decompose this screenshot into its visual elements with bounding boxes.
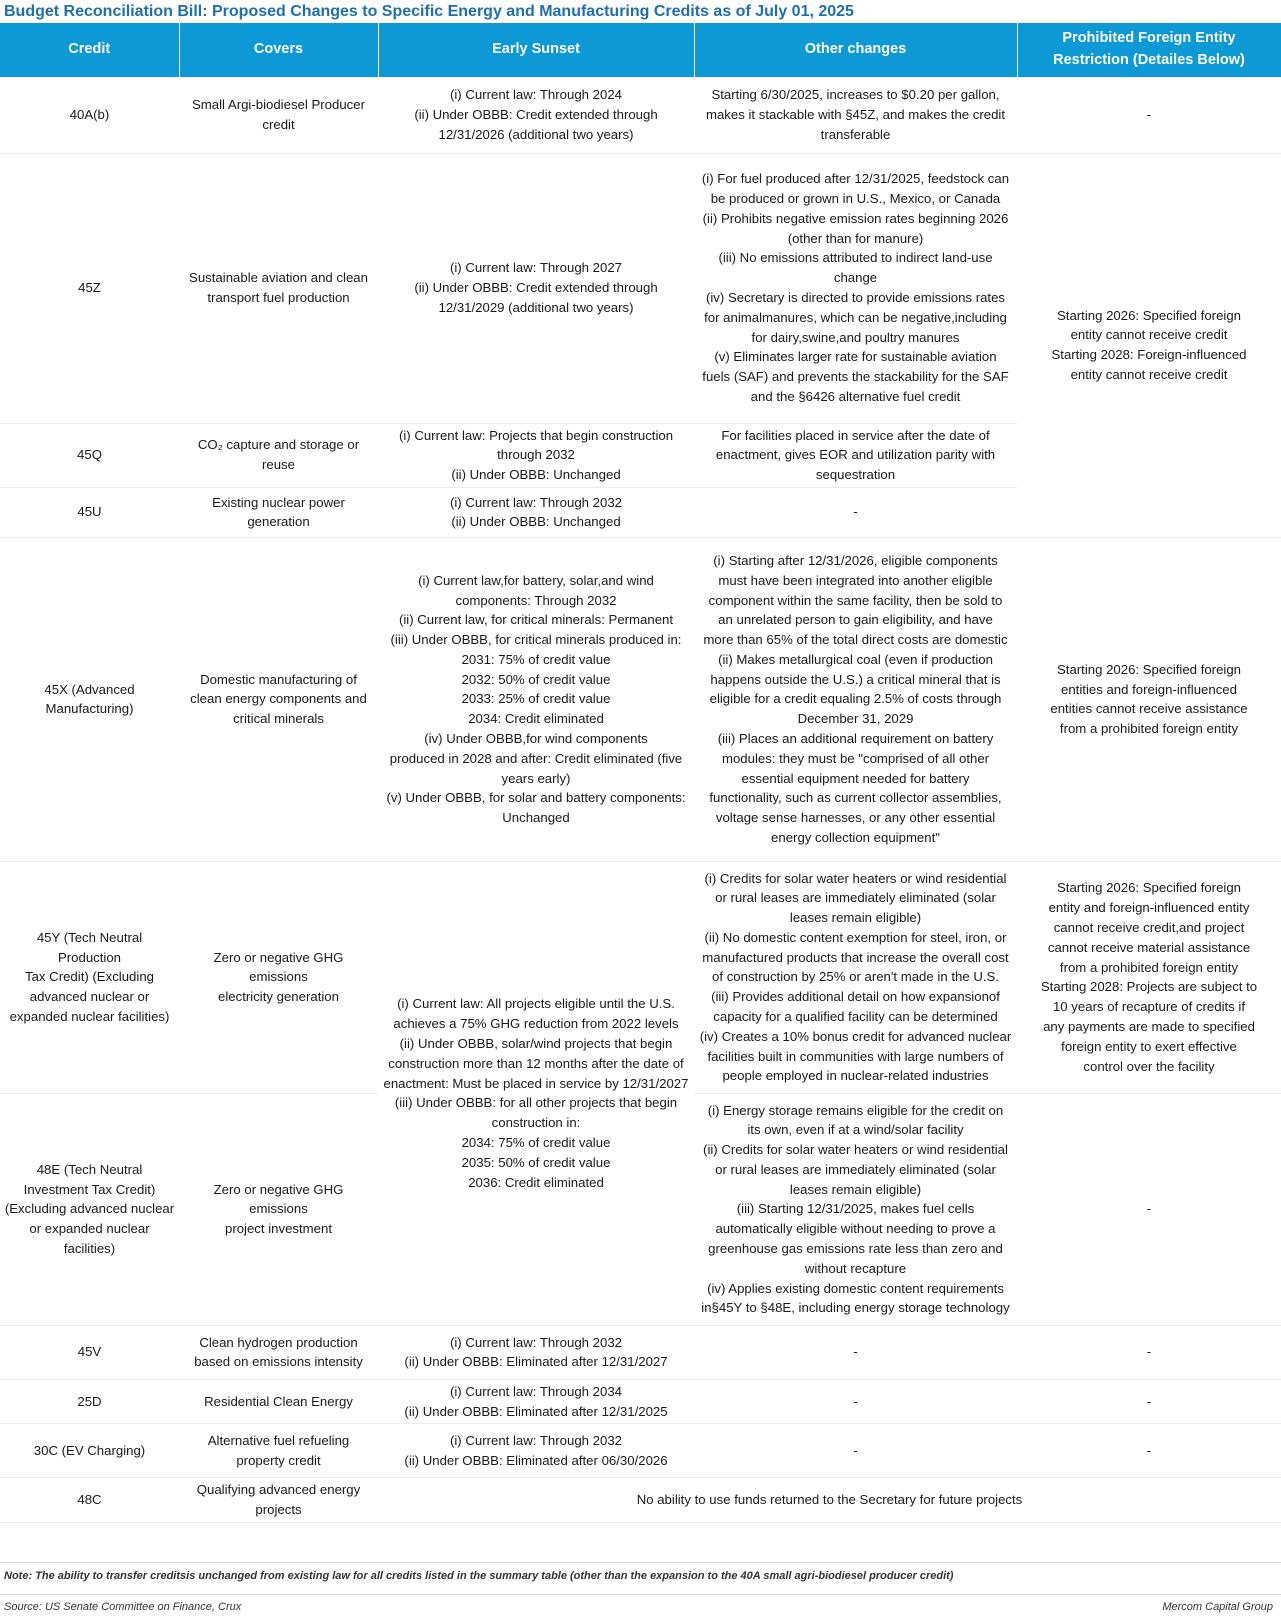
cell-early-sunset: (i) Current law: Through 2032 (ii) Under OBBB: Eliminated after 06/30/2026 [378, 1424, 694, 1478]
cell-covers: Zero or negative GHG emissions project investment [179, 1093, 378, 1325]
cell-credit: 45Z [0, 153, 179, 423]
footnote: Note: The ability to transfer creditsis unchanged from existing law for all credits listed in the summary table (other than the expansion to the 40A small agri-biodiesel producer credit) [4, 1570, 954, 1582]
cell-other-changes: (i) For fuel produced after 12/31/2025, feedstock can be produced or grown in U.S., Mexico, or Canada (ii) Prohibits negative emission rates beginning 2026 (other than for manure) (iii) No emissions attributed to indirect land-use change (iv) Secretary is directed to provide emissions rates for animalmanures, which can be negative,including for dairy,swine,and poultry manures (v) Eliminates larger rate for sustainable aviation fuels (SAF) and prevents the stackability for the SAF and the §6426 alternative fuel credit [694, 153, 1017, 423]
cell-merged-changes: No ability to use funds returned to the Secretary for future projects [378, 1478, 1281, 1523]
cell-pfe: - [1017, 1093, 1281, 1325]
cell-credit: 45V [0, 1325, 179, 1379]
cell-credit: 30C (EV Charging) [0, 1424, 179, 1478]
cell-covers: Existing nuclear power generation [179, 487, 378, 537]
divider [0, 1562, 1281, 1563]
cell-early-sunset: (i) Current law: Through 2032 (ii) Under OBBB: Unchanged [378, 487, 694, 537]
cell-pfe: - [1017, 1379, 1281, 1424]
cell-covers: Sustainable aviation and clean transport fuel production [179, 153, 378, 423]
cell-covers: Residential Clean Energy [179, 1379, 378, 1424]
page-title: Budget Reconciliation Bill: Proposed Changes to Specific Energy and Manufacturing Credits as of July 01, 2025 [4, 3, 854, 20]
table-row [0, 153, 1281, 423]
cell-pfe: - [1017, 77, 1281, 153]
cell-other-changes: - [694, 1325, 1017, 1379]
cell-covers: Clean hydrogen production based on emissions intensity [179, 1325, 378, 1379]
cell-other-changes: (i) Credits for solar water heaters or wind residential or rural leases are immediately eliminated (solar leases remain eligible) (ii) No domestic content exemption for steel, iron, or manufactured products that increase the overall cost of construction by 25% or aren't made in the U.S. (iii) Provides additional detail on how expansionof capacity for a qualified facility can be determined (iv) Creates a 10% bonus credit for advanced nuclear facilities built in communities with large numbers of people employed in nuclear-related industries [694, 861, 1017, 1093]
cell-credit: 45Q [0, 423, 179, 487]
table-row [0, 861, 1281, 1093]
table-row [0, 1325, 1281, 1379]
cell-other-changes: - [694, 1424, 1017, 1478]
cell-pfe: - [1017, 1424, 1281, 1478]
cell-early-sunset: (i) Current law: Through 2027 (ii) Under OBBB: Credit extended through 12/31/2029 (additional two years) [378, 153, 694, 423]
cell-covers: Alternative fuel refueling property credit [179, 1424, 378, 1478]
divider [0, 1594, 1281, 1595]
cell-early-sunset: (i) Current law,for battery, solar,and wind components: Through 2032 (ii) Current law, for critical minerals: Permanent (iii) Under OBBB, for critical minerals produced in: 2031: 75% of credit value 2032: 50% of credit value 2033: 25% of credit value 2034: Credit eliminated (iv) Under OBBB,for wind components produced in 2028 and after: Credit eliminated (five years early) (v) Under OBBB, for solar and battery components: Unchanged [378, 537, 694, 861]
cell-covers: Qualifying advanced energy projects [179, 1478, 378, 1523]
cell-pfe: Starting 2026: Specified foreign entity cannot receive credit Starting 2028: Foreign-influenced entity cannot receive credit [1017, 153, 1281, 537]
table-row [0, 77, 1281, 153]
cell-early-sunset: (i) Current law: Through 2024 (ii) Under OBBB: Credit extended through 12/31/2026 (additional two years) [378, 77, 694, 153]
cell-covers: Small Argi-biodiesel Producer credit [179, 77, 378, 153]
cell-credit: 25D [0, 1379, 179, 1424]
cell-other-changes: (i) Starting after 12/31/2026, eligible components must have been integrated into another eligible component within the same facility, then be sold to an unrelated person to gain eligibility, and have more than 65% of the total direct costs are domestic (ii) Makes metallurgical coal (even if production happens outside the U.S.) a critical mineral that is eligible for a credit equaling 2.5% of costs through December 31, 2029 (iii) Places an additional requirement on battery modules: they must be "comprised of all other essential equipment needed for battery functionality, such as current collector assemblies, voltage sense harnesses, or any other essential energy collection equipment" [694, 537, 1017, 861]
cell-other-changes: For facilities placed in service after the date of enactment, gives EOR and utilization parity with sequestration [694, 423, 1017, 487]
cell-credit: 45U [0, 487, 179, 537]
cell-other-changes: - [694, 487, 1017, 537]
header-pfe-restriction: Prohibited Foreign Entity Restriction (Detailes Below) [1017, 23, 1281, 77]
cell-covers: Zero or negative GHG emissions electricity generation [179, 861, 378, 1093]
cell-credit: 48E (Tech Neutral Investment Tax Credit) (Excluding advanced nuclear or expanded nuclear facilities) [0, 1093, 179, 1325]
cell-credit: 45X (Advanced Manufacturing) [0, 537, 179, 861]
header-covers: Covers [179, 23, 378, 77]
cell-other-changes: - [694, 1379, 1017, 1424]
cell-other-changes: Starting 6/30/2025, increases to $0.20 per gallon, makes it stackable with §45Z, and makes the credit transferable [694, 77, 1017, 153]
cell-pfe: Starting 2026: Specified foreign entities and foreign-influenced entities cannot receive assistance from a prohibited foreign entity [1017, 537, 1281, 861]
header-other-changes: Other changes [694, 23, 1017, 77]
table-row [0, 1424, 1281, 1478]
brand-credit: Mercom Capital Group [1162, 1601, 1273, 1613]
table-row [0, 537, 1281, 861]
cell-credit: 40A(b) [0, 77, 179, 153]
header-early-sunset: Early Sunset [378, 23, 694, 77]
header-row [0, 23, 1281, 77]
table-row [0, 1478, 1281, 1523]
cell-early-sunset: (i) Current law: Through 2032 (ii) Under OBBB: Eliminated after 12/31/2027 [378, 1325, 694, 1379]
cell-other-changes: (i) Energy storage remains eligible for the credit on its own, even if at a wind/solar facility (ii) Credits for solar water heaters or wind residential or rural leases are immediately eliminated (solar leases remain eligible) (iii) Starting 12/31/2025, makes fuel cells automatically eligible without needing to prove a greenhouse gas emissions rate less than zero and without recapture (iv) Applies existing domestic content requirements in§45Y to §48E, including energy storage technology [694, 1093, 1017, 1325]
cell-early-sunset: (i) Current law: Through 2034 (ii) Under OBBB: Eliminated after 12/31/2025 [378, 1379, 694, 1424]
source-text: Source: US Senate Committee on Finance, Crux [4, 1601, 242, 1613]
cell-credit: 45Y (Tech Neutral Production Tax Credit) (Excluding advanced nuclear or expanded nuclear facilities) [0, 861, 179, 1093]
table-row [0, 1379, 1281, 1424]
header-credit: Credit [0, 23, 179, 77]
cell-early-sunset: (i) Current law: All projects eligible until the U.S. achieves a 75% GHG reduction from 2022 levels (ii) Under OBBB, solar/wind projects that begin construction more than 12 months after the date of enactment: Must be placed in service by 12/31/2027 (iii) Under OBBB: for all other projects that begin construction in: 2034: 75% of credit value 2035: 50% of credit value 2036: Credit eliminated [378, 861, 694, 1325]
cell-pfe: - [1017, 1325, 1281, 1379]
cell-pfe: Starting 2026: Specified foreign entity and foreign-influenced entity cannot receive credit,and project cannot receive material assistance from a prohibited foreign entity Starting 2028: Projects are subject to 10 years of recapture of credits if any payments are made to specified foreign entity to exert effective control over the facility [1017, 861, 1281, 1093]
credits-table [0, 23, 1281, 1523]
cell-covers: CO₂ capture and storage or reuse [179, 423, 378, 487]
cell-early-sunset: (i) Current law: Projects that begin construction through 2032 (ii) Under OBBB: Unchanged [378, 423, 694, 487]
cell-covers: Domestic manufacturing of clean energy components and critical minerals [179, 537, 378, 861]
cell-credit: 48C [0, 1478, 179, 1523]
